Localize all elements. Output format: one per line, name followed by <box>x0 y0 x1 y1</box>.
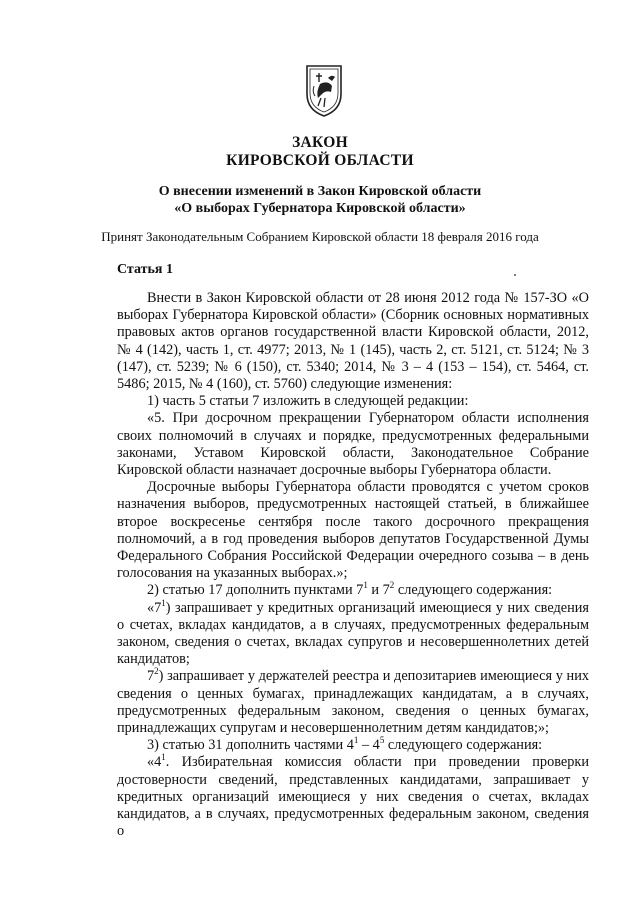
paragraph-item2: 2) статью 17 дополнить пунктами $7^1$ и $7^2$ следующего содержания: <box>147 580 553 599</box>
article-heading: Статья 1 <box>117 262 173 277</box>
paragraph-point7-2: $7^2$) запрашивает у держателей реестра и депозитариев имеющиеся у них сведения о ценных бумагах, принадлежащих кандидатам, а в случаях, предусмотренных федеральным законом, сведения о ценных бумагах, принадлежащих супругам и несовершеннолетним детям кандидатов;»; <box>117 666 589 737</box>
law-region: КИРОВСКОЙ ОБЛАСТИ <box>226 152 414 169</box>
paragraph-intro: Внести в Закон Кировской области от 28 июня 2012 года № 157-ЗО «О выборах Губернатора Кировской области» (Сборник основных нормативных правовых актов органов государственной власти Кировской области, 2012, № 4 (142), часть 1, ст. 4977; 2013, № 1 (145), часть 2, ст. 5121, ст. 5124; № 3 (147), ст. 5239; № 6 (150), ст. 5340; 2014, № 3 – 4 (153 – 154), ст. 5464, ст. 5486; 2015, № 4 (160), ст. 5760) следующие изменения: <box>117 290 589 393</box>
kirov-coat-of-arms-icon <box>304 62 344 118</box>
paragraph-item3: 3) статью 31 дополнить частями $4^1 - 4^5$ следующего содержания: <box>147 735 543 754</box>
paragraph-point7-1: «$7^1$) запрашивает у кредитных организаций имеющиеся у них сведения о счетах, вкладах кандидатов, а в случаях, предусмотренных федеральным законом, сведения о счетах, вкладах супругов и несовершеннолетних детей кандидатов; <box>117 597 589 668</box>
scan-speck <box>514 274 516 276</box>
paragraph-part4-1: «$4^1$. Избирательная комиссия области при проведении проверки достоверности сведений, представленных кандидатами, запрашивает у кредитных организаций имеющиеся у них сведения о счетах, вкладах кандидатов, а в случаях, предусмотренных федеральным законом, сведения о <box>117 752 589 840</box>
article-body <box>117 290 589 841</box>
paragraph-item1: 1) часть 5 статьи 7 изложить в следующей редакции: <box>147 393 469 410</box>
law-title: ЗАКОН <box>292 134 348 151</box>
paragraph-part5: «5. При досрочном прекращении Губернатором области исполнения своих полномочий в случаях и порядке, предусмотренных федеральными законами, Уставом Кировской области, Законодательное Собрание Кировской области назначает досрочные выборы Губернатора области. <box>117 410 589 479</box>
adoption-note: Принят Законодательным Собранием Кировской области 18 февраля 2016 года <box>101 229 539 244</box>
paragraph-early-elections: Досрочные выборы Губернатора области проводятся с учетом сроков назначения выборов, предусмотренных настоящей статьей, в ближайшее второе воскресенье сентября после такого досрочного прекращения полномочий, а в год проведения выборов депутатов Государственной Думы Федерального Собрания Российской Федерации очередного созыва – в день голосования на указанных выборах.»; <box>117 479 589 582</box>
law-subtitle-line1: О внесении изменений в Закон Кировской области <box>158 184 482 199</box>
law-subtitle-line2: «О выборах Губернатора Кировской области» <box>174 201 466 216</box>
